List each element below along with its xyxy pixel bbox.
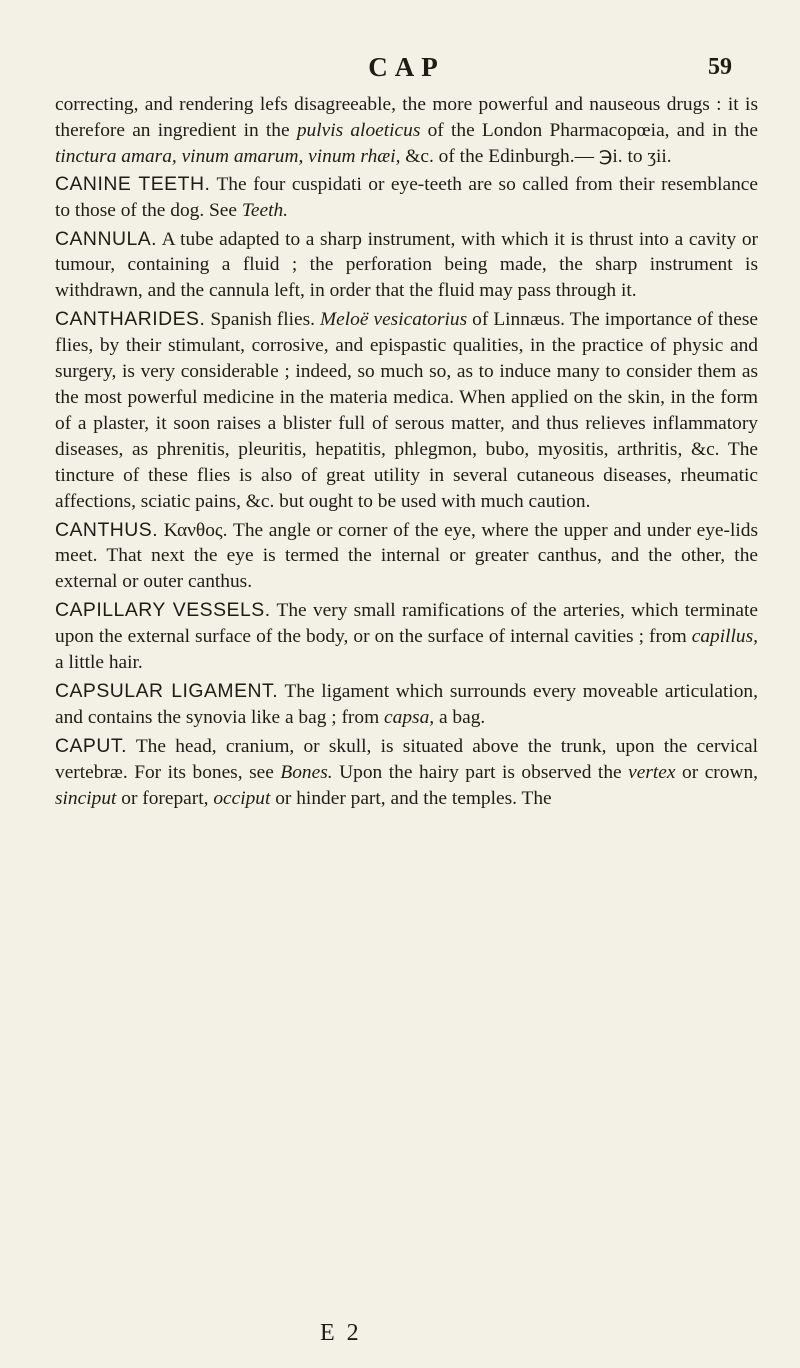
body-text: The ligament which surrounds every moveable articulation, and contains the synovia like a bag ; from bbox=[55, 680, 758, 728]
entry-paragraph bbox=[55, 679, 758, 731]
body-text: or crown, bbox=[675, 761, 759, 783]
body-text: &c. of the Edinburgh.— ℈i. to ʒii. bbox=[400, 145, 672, 167]
body-text: The head, cranium, or skull, is situated above the trunk, upon the cervical vertebræ. For its bones, see bbox=[55, 735, 758, 783]
italic-text: pulvis aloeticus bbox=[296, 119, 421, 141]
entry-headword: CANNULA. bbox=[55, 227, 158, 250]
body-text: Spanish flies. bbox=[205, 309, 321, 331]
italic-text: occiput bbox=[213, 787, 271, 809]
entry-paragraph bbox=[55, 92, 758, 170]
entry-headword: CANTHUS. bbox=[55, 518, 159, 541]
entry-list bbox=[55, 92, 758, 811]
italic-text: Meloë vesicatorius bbox=[320, 309, 468, 331]
dictionary-entry bbox=[55, 679, 758, 731]
entry-paragraph bbox=[55, 518, 758, 596]
body-text: or forepart, bbox=[116, 787, 214, 809]
body-text: or hinder part, and the temples. The bbox=[270, 787, 552, 809]
body-text: a bag. bbox=[434, 706, 486, 728]
page-number: 59 bbox=[708, 54, 732, 80]
running-head bbox=[55, 52, 758, 92]
body-text: correcting, and rendering lefs disagreeable, the more powerful and nauseous drugs : it is therefore an ingredient in the bbox=[55, 94, 758, 141]
body-text: The four cuspidati or eye-teeth are so called from their resemblance to those of the dog. See bbox=[55, 173, 758, 221]
entry-paragraph bbox=[55, 734, 758, 812]
entry-headword: CANINE TEETH. bbox=[55, 172, 211, 195]
italic-text: Teeth. bbox=[241, 199, 289, 221]
italic-text: tinctura amara, vinum amarum, vinum rhæi, bbox=[55, 145, 401, 167]
entry-headword: CAPUT. bbox=[55, 734, 127, 757]
body-text: The very small ramifications of the arteries, which terminate upon the external surface of the body, or on the surface of internal cavities ; from bbox=[55, 600, 759, 648]
italic-text: capsa, bbox=[384, 706, 435, 728]
running-head-title: CAP bbox=[368, 52, 445, 82]
italic-text: Bones. bbox=[280, 761, 333, 783]
body-text: of the London Pharmacopœia, and in the bbox=[420, 119, 758, 141]
body-text: of Linnæus. The importance of these flies, by their stimulant, corrosive, and epispastic qualities, in the practice of physic and surgery, is very considerable ; indeed, so much so, as to induce many to consider them as the most powerful medicine in the materia medica. When applied on the skin, in the form of a plaster, it soon raises a blister full of serous matter, and thus relieves inflammatory diseases, as phrenitis, pleuritis, hepatitis, phlegmon, bubo, myositis, arthritis, &c. The tincture of these flies is also of great utility in several cutaneous diseases, rheumatic affections, sciatic pains, &c. but ought to be used with much caution. bbox=[55, 309, 758, 512]
body-text: A tube adapted to a sharp instrument, with which it is thrust into a cavity or tumour, containing a fluid ; the perforation being made, the sharp instrument is withdrawn, and the cannula left, in order that the fluid may pass through it. bbox=[55, 228, 758, 302]
italic-text: sinciput bbox=[55, 787, 117, 809]
italic-text: vertex bbox=[628, 761, 676, 783]
dictionary-entry bbox=[55, 172, 758, 224]
dictionary-entry bbox=[55, 227, 758, 305]
italic-text: capillus, bbox=[691, 626, 758, 648]
signature-mark: E 2 bbox=[320, 1320, 362, 1346]
body-text: Upon the hairy part is observed the bbox=[332, 761, 629, 783]
dictionary-entry bbox=[55, 307, 758, 514]
body-text: Κανθος. The angle or corner of the eye, where the upper and under eye-lids meet. That next the eye is termed the internal or greater canthus, and the other, the external or outer canthus. bbox=[55, 519, 758, 593]
dictionary-entry bbox=[55, 518, 758, 596]
entry-headword: CANTHARIDES. bbox=[55, 308, 206, 331]
dictionary-entry bbox=[55, 734, 758, 812]
entry-paragraph bbox=[55, 598, 758, 676]
entry-paragraph bbox=[55, 227, 758, 305]
body-text: a little hair. bbox=[55, 652, 143, 674]
entry-headword: CAPILLARY VESSELS. bbox=[55, 599, 271, 622]
entry-paragraph bbox=[55, 307, 758, 514]
entry-paragraph bbox=[55, 172, 758, 224]
dictionary-entry bbox=[55, 92, 758, 170]
entry-headword: CAPSULAR LIGAMENT. bbox=[55, 679, 279, 702]
dictionary-entry bbox=[55, 598, 758, 676]
